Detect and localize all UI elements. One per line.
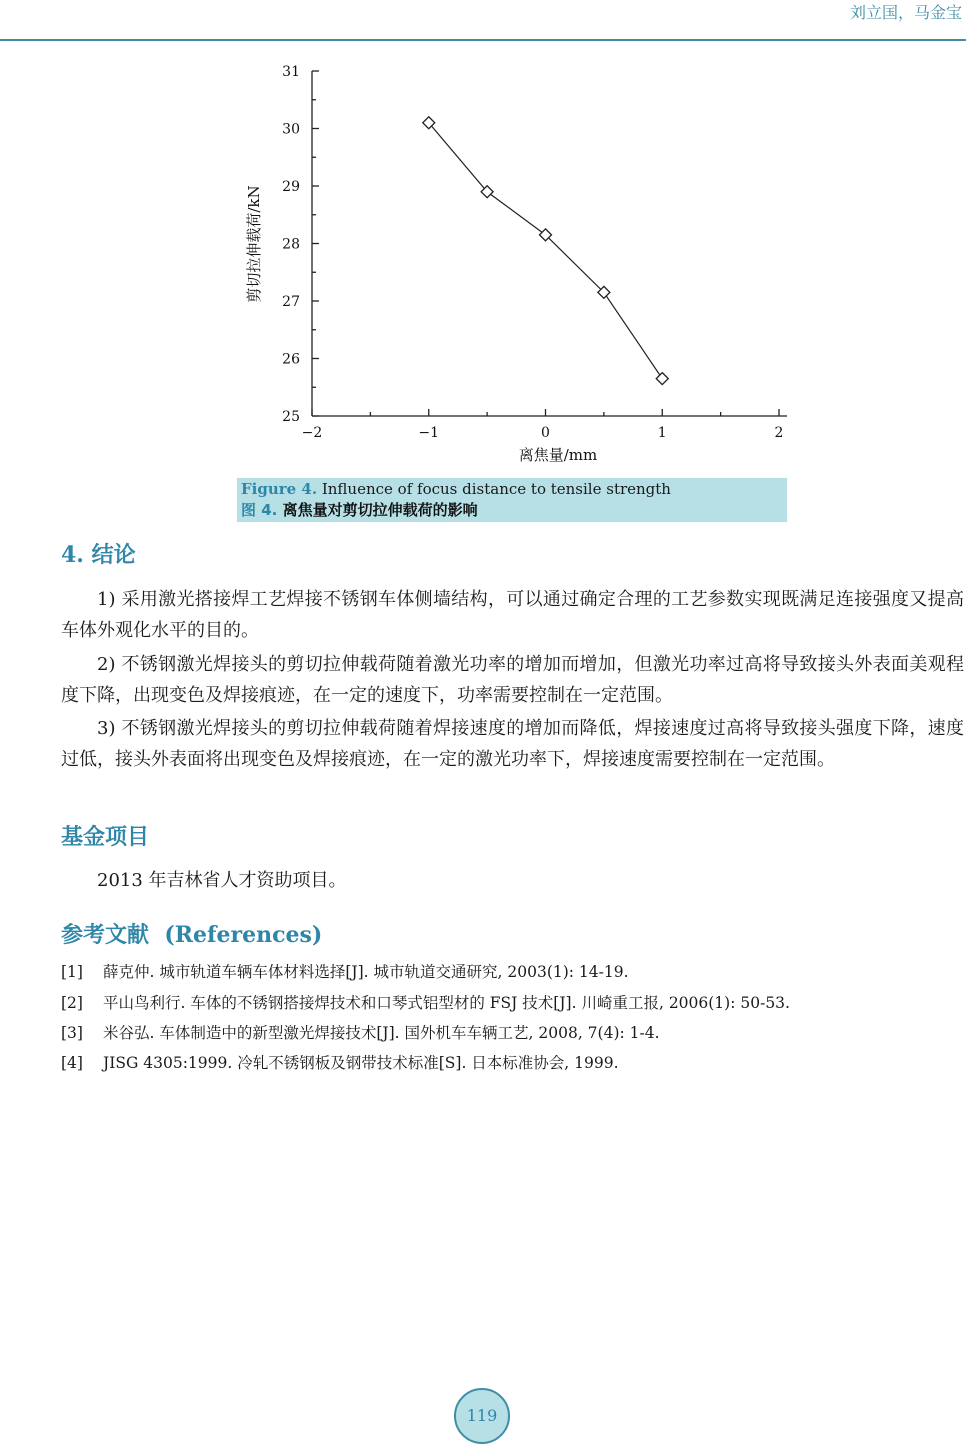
x-tick-label: 1 [657,425,667,441]
reference-text: 米谷弘. 车体制造中的新型激光焊接技术[J]. 国外机车车辆工艺, 2008, 7(4): 1-4. [103,1024,660,1042]
reference-number: [1] [61,963,83,981]
data-point [656,373,668,385]
reference-text: 平山鸟利行. 车体的不锈钢搭接焊技术和口琴式铝型材的 FSJ 技术[J]. 川崎重工报, 2006(1): 50-53. [103,994,790,1012]
figure-4-chart [236,58,796,470]
conclusion-title: 结论 [91,543,136,568]
caption-en [241,479,783,500]
reference-text: 薛克仲. 城市轨道车辆车体材料选择[J]. 城市轨道交通研究, 2003(1): 14-19. [103,963,629,981]
y-tick-label: 26 [282,351,300,368]
running-header-authors: 刘立国，马金宝 [849,3,962,22]
y-tick-label: 29 [282,179,300,195]
x-tick-label: −2 [301,425,323,441]
series-line [429,123,663,379]
reference-text: JISG 4305:1999. 冷轧不锈钢板及钢带技术标准[S]. 日本标准协会, 1999. [103,1054,619,1072]
reference-item [61,992,790,1014]
reference-item [61,1022,660,1044]
fund-heading: 基金项目 [61,825,150,850]
y-tick-label: 28 [282,236,300,253]
reference-number: [2] [61,994,83,1012]
references-heading [61,918,322,949]
conclusion-item-3: 3) 不锈钢激光焊接头的剪切拉伸载荷随着焊接速度的增加而降低，焊接速度过高将导致接头强度下降，速度过低，接头外表面将出现变色及焊接痕迹，在一定的激光功率下，焊接速度需要控制在一定范围。 [61,718,964,770]
x-tick-label: 2 [774,425,784,441]
conclusion-item-1: 1) 采用激光搭接焊工艺焊接不锈钢车体侧墙结构，可以通过确定合理的工艺参数实现既满足连接强度又提高车体外观化水平的目的。 [61,589,964,641]
conclusion-item-2: 2) 不锈钢激光焊接头的剪切拉伸载荷随着激光功率的增加而增加，但激光功率过高将导致接头外表面美观程度下降，出现变色及焊接痕迹，在一定的速度下，功率需要控制在一定范围。 [61,654,964,706]
caption-cn [241,500,783,521]
x-tick-label: 0 [541,425,550,441]
fund-text: 2013 年吉林省人才资助项目。 [97,870,347,891]
conclusion-heading [61,538,136,569]
conclusion-number: 4. [61,542,84,568]
x-axis [302,409,787,441]
caption-text-en: Influence of focus distance to tensile strength [317,480,671,498]
reference-item [61,1052,619,1074]
y-tick-label: 30 [282,121,300,138]
y-axis-title: 剪切拉伸载荷/kN [245,185,263,303]
y-axis [282,64,319,425]
x-tick-label: −1 [418,425,440,441]
caption-label-cn: 图 4. [241,501,278,519]
header-rule [0,39,966,41]
reference-number: [4] [61,1054,83,1072]
caption-text-cn: 离焦量对剪切拉伸载荷的影响 [277,501,478,519]
y-tick-label: 25 [282,409,300,425]
reference-number: [3] [61,1024,83,1042]
figure-caption [237,478,787,522]
page-number: 119 [454,1388,510,1444]
x-axis-title: 离焦量/mm [518,446,598,464]
series [423,117,669,385]
references-title-en: (References) [164,922,323,948]
caption-label-en: Figure 4. [241,480,318,498]
y-tick-label: 27 [282,294,300,310]
y-tick-label: 31 [282,64,300,80]
reference-item [61,961,629,983]
references-title-cn: 参考文献 [61,923,150,948]
